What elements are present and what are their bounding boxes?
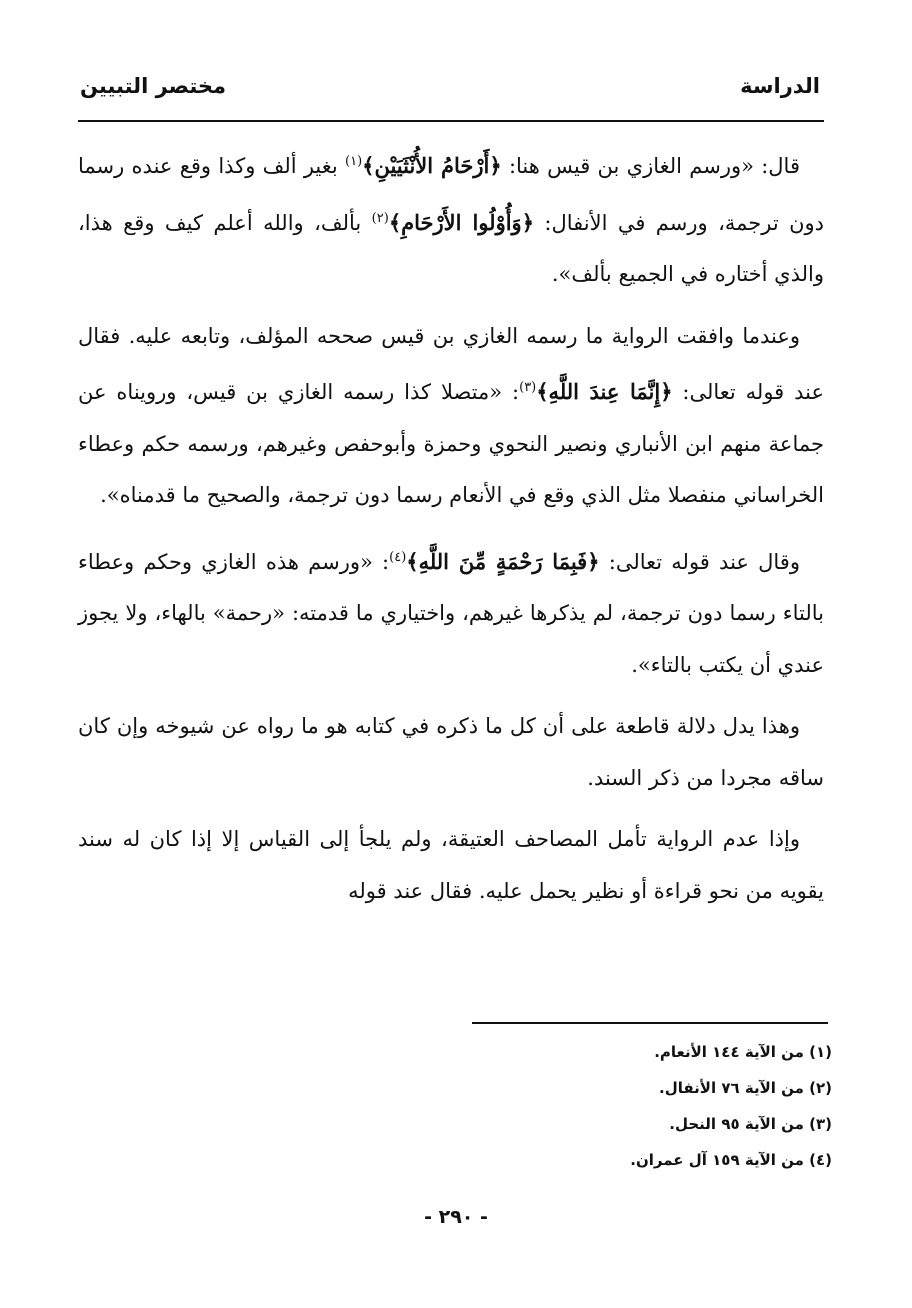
footnote-3: (٣) من الآية ٩٥ النحل. (669, 1115, 832, 1133)
paragraph-5 (78, 814, 824, 917)
paragraph-2 (78, 311, 824, 522)
footnote-ref: (٢) (371, 210, 389, 226)
header-divider (78, 120, 824, 122)
paragraph-text: بألف، والله أعلم كيف وقع هذا، والذي أختاره في الجميع بألف». (78, 210, 824, 286)
paragraph-3 (78, 532, 824, 692)
book-title: مختصر التبيين (80, 74, 227, 98)
paragraph-text: وهذا يدل دلالة قاطعة على أن كل ما ذكره في كتابه هو ما رواه عن شيوخه وإن كان ساقه مجردا من ذكر السند. (78, 714, 824, 790)
paragraph-4 (78, 701, 824, 804)
paragraph-text: : «متصلا كذا رسمه الغازي بن قيس، ورويناه عن جماعة منهم ابن الأنباري ونصير النحوي وحمزة وأبوحفص وغيرهم، ورسمه حكم وعطاء الخراساني منفصلا مثل الذي وقع في الأنعام رسما دون ترجمة، والصحيح ما قدمناه». (78, 380, 824, 507)
quran-quote: ﴿إِنَّمَا عِندَ اللَّهِ﴾ (536, 379, 673, 404)
page-header (80, 70, 820, 110)
footnotes (432, 1034, 832, 1178)
paragraph-text: : «ورسم هذه الغازي وحكم وعطاء بالتاء رسما دون ترجمة، لم يذكرها غيرهم، واختياري ما قدمته: «رحمة» بالهاء، ولا يجوز عندي أن يكتب بالتاء». (78, 549, 824, 677)
footnote-ref: (٣) (519, 380, 537, 395)
page-number: - ٢٩٠ - (424, 1206, 488, 1228)
footnote-2: (٢) من الآية ٧٦ الأنفال. (659, 1079, 832, 1097)
footnote-ref: (١) (345, 154, 363, 169)
footnote-4: (٤) من الآية ١٥٩ آل عمران. (630, 1151, 832, 1169)
quran-quote: ﴿وَأُوْلُوا الأَرْحَامِ﴾ (388, 209, 535, 235)
section-title: الدراسة (740, 74, 820, 98)
footnote-1: (١) من الآية ١٤٤ الأنعام. (654, 1043, 832, 1061)
quran-quote: ﴿أَرْحَامُ الأُنْثَيَيْنِ﴾ (362, 153, 502, 178)
paragraph-text: وإذا عدم الرواية تأمل المصاحف العتيقة، ولم يلجأ إلى القياس إلا إذا كان له سند يقويه من نحو قراءة أو نظير يحمل عليه. فقال عند قوله (78, 827, 824, 903)
quran-quote: ﴿فَبِمَا رَحْمَةٍ مِّنَ اللَّهِ﴾ (406, 548, 600, 574)
footnote-divider (472, 1022, 828, 1024)
paragraph-text: قال: «ورسم الغازي بن قيس هنا: (501, 154, 800, 178)
paragraph-text: وعندما وافقت الرواية ما رسمه الغازي بن قيس صححه المؤلف، وتابعه عليه. فقال عند قوله تعالى: (78, 323, 825, 404)
footnote-ref: (٤) (389, 549, 407, 565)
paragraph-1 (78, 136, 824, 301)
main-text (78, 136, 824, 927)
paragraph-text: وقال عند قوله تعالى: (599, 549, 800, 574)
paragraph-text: بغير ألف وكذا وقع عنده رسما دون ترجمة، ورسم في الأنفال: (78, 154, 825, 235)
